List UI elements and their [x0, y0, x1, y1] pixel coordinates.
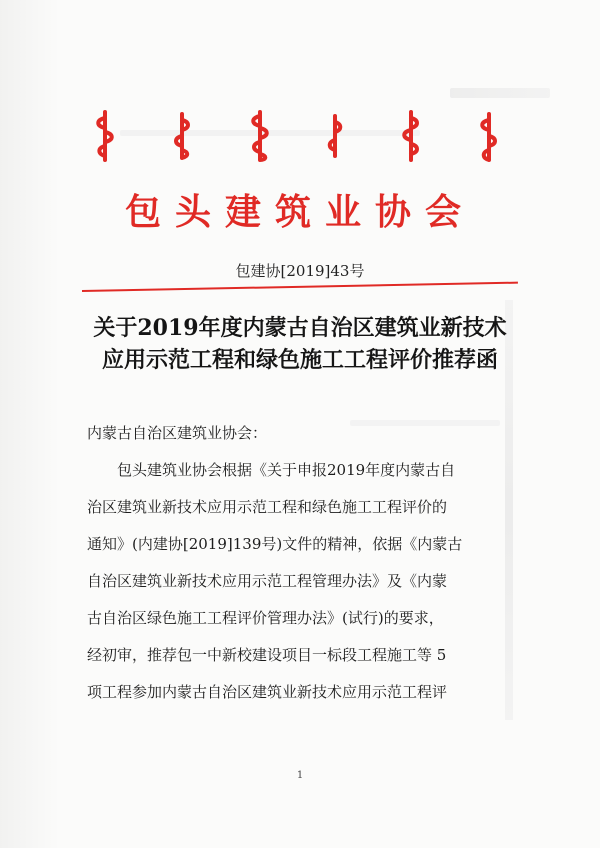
body-line: 通知》(内建协[2019]139号)文件的精神，依据《内蒙古 — [87, 535, 463, 553]
mongolian-glyph — [324, 110, 346, 162]
red-divider-line — [82, 282, 518, 292]
body-line: 治区建筑业新技术应用示范工程和绿色施工工程评价的 — [87, 498, 448, 516]
letter-title — [60, 312, 540, 376]
mongolian-glyph — [92, 110, 118, 162]
body-line: 包头建筑业协会根据《关于申报2019年度内蒙古自 — [117, 461, 456, 479]
mongolian-glyph — [246, 110, 274, 162]
body-line: 项工程参加内蒙古自治区建筑业新技术应用示范工程评 — [87, 683, 448, 701]
page-edge-shadow — [0, 0, 60, 848]
body-line: 经初审，推荐包一中新校建设项目一标段工程施工等 5 — [87, 646, 447, 664]
letter-title-line: 关于2019年度内蒙古自治区建筑业新技术 — [93, 315, 507, 341]
document-number: 包建协[2019]43号 — [235, 262, 365, 280]
mongolian-script-title — [92, 108, 502, 164]
page-number: 1 — [296, 770, 304, 781]
letter-title-line: 应用示范工程和绿色施工工程评价推荐函 — [101, 347, 498, 373]
salutation: 内蒙古自治区建筑业协会： — [87, 424, 268, 442]
bleed-through-mark — [450, 88, 550, 98]
organization-name-header: 包头建筑业协会 — [124, 191, 475, 233]
mongolian-glyph — [476, 110, 502, 162]
body-line: 古自治区绿色施工工程评价管理办法》(试行)的要求， — [87, 609, 444, 627]
body-line: 自治区建筑业新技术应用示范工程管理办法》及《内蒙 — [87, 572, 448, 590]
mongolian-glyph — [397, 110, 425, 162]
letter-body — [87, 415, 497, 711]
mongolian-glyph — [169, 110, 195, 162]
